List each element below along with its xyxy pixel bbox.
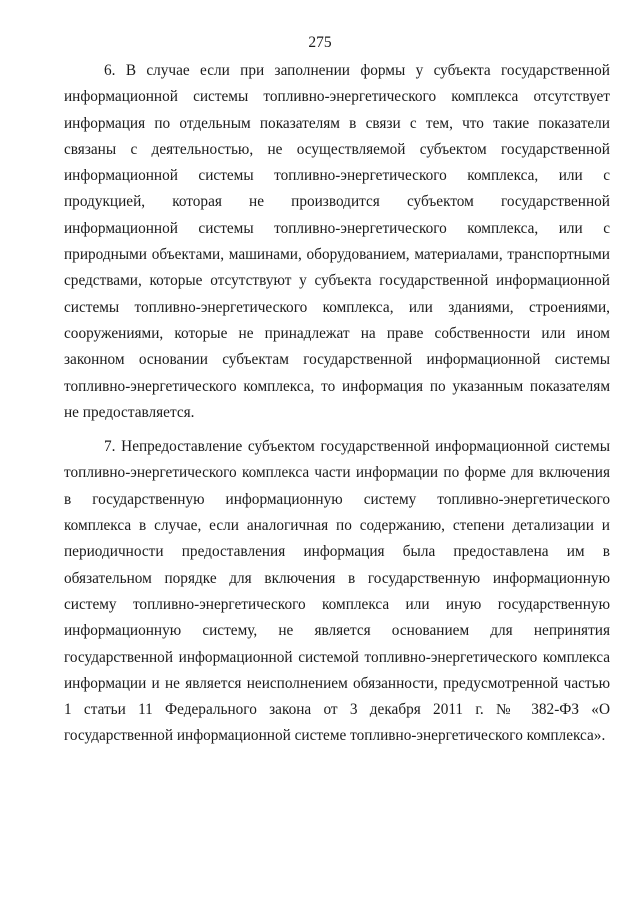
document-body	[64, 58, 610, 758]
page-number: 275	[308, 34, 332, 51]
paragraph-6: 6. В случае если при заполнении формы у субъекта государственной информационной системы топливно-энергетического комплекса отсутствует информация по отдельным показателям в связи с тем, что такие показатели связаны с деятельностью, не осуществляемой субъектом государственной информационной системы топливно-энергетического комплекса, или с продукцией, которая не производится субъектом государственной информационной системы топливно-энергетического комплекса, или с природными объектами, машинами, оборудованием, материалами, транспортными средствами, которые отсутствуют у субъекта государственной информационной системы топливно-энергетического комплекса, или зданиями, строениями, сооружениями, которые не принадлежат на праве собственности или ином законном основании субъектам государственной информационной системы топливно-энергетического комплекса, то информация по указанным показателям не предоставляется.	[64, 62, 610, 421]
paragraph-7: 7. Непредоставление субъектом государственной информационной системы топливно-энергетического комплекса части информации по форме для включения в государственную информационную систему топливно-энергетического комплекса в случае, если аналогичная по содержанию, степени детализации и периодичности предоставления информация была предоставлена им в обязательном порядке для включения в государственную информационную систему топливно-энергетического комплекса или иную государственную информационную систему, не является основанием для непринятия государственной информационной системой топливно-энергетического комплекса информации и не является неисполнением обязанности, предусмотренной частью 1 статьи 11 Федерального закона от 3 декабря 2011 г. № 382-ФЗ «О государственной информационной системе топливно-энергетического комплекса».	[64, 438, 610, 745]
